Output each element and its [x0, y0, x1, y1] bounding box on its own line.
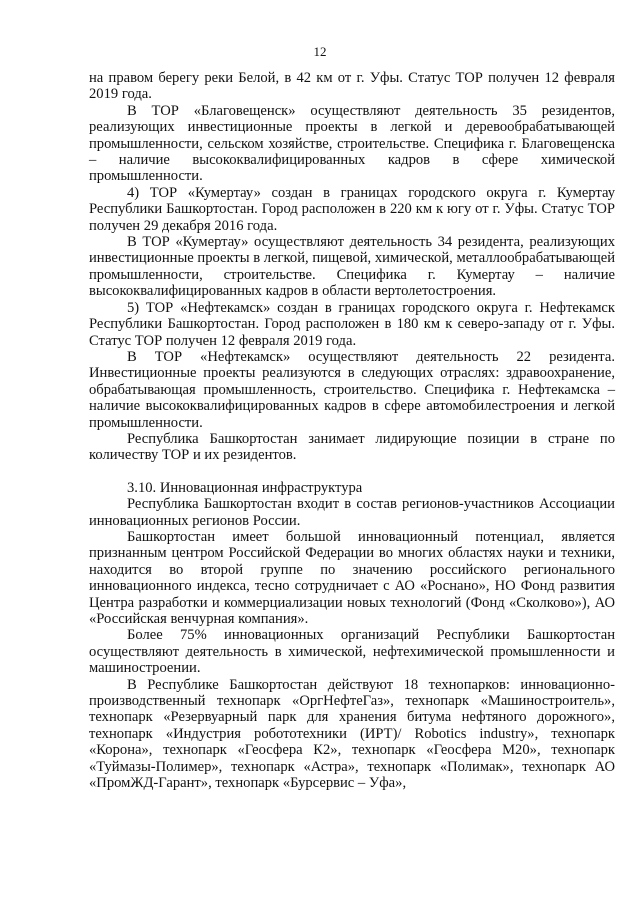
paragraph-neftekamsk-residents: В ТОР «Нефтекамск» осуществляют деятельность 22 резидента. Инвестиционные проекты реализуются в следующих отраслях: здравоохранение, обрабатывающая промышленность, строительство. Специфика г. Нефтекамска – наличие высококвалифицированных кадров в сфере автомобилестроения и легкой промышленности. — [89, 348, 615, 431]
paragraph-technoparks: В Республике Башкортостан действуют 18 технопарков: инновационно-производственный технопарк «ОргНефтеГаз», технопарк «Машиностроитель», технопарк «Резервуарный парк для хранения битума нефтяного дорожного», технопарк «Индустрия робототехники (ИРТ)/ Robotics industry», технопарк «Корона», технопарк «Геосфера К2», технопарк «Геосфера М20», технопарк «Туймазы-Полимер», технопарк «Астра», технопарк «Полимак», технопарк АО «ПромЖД-Гарант», технопарк «Бурсервис – Уфа», — [89, 676, 615, 792]
section-heading: 3.10. Инновационная инфраструктура — [127, 479, 363, 496]
paragraph-innovation-potential: Башкортостан имеет большой инновационный потенциал, является признанным центром Российской Федерации во многих областях науки и техники, находится во второй группе по значению российского регионального инновационного индекса, тесно сотрудничает с АО «Роснано», НО Фонд развития Центра разработки и коммерциализации новых технологий (Фонд «Сколково»), АО «Российская венчурная компания». — [89, 528, 615, 627]
document-body — [89, 70, 615, 791]
paragraph-innovation-share: Более 75% инновационных организаций Республики Башкортостан осуществляют деятельность в химической, нефтехимической промышленности и машиностроении. — [89, 627, 615, 677]
paragraph-continuation: на правом берегу реки Белой, в 42 км от г. Уфы. Статус ТОР получен 12 февраля 2019 года. — [89, 70, 615, 103]
page-number: 12 — [313, 44, 327, 59]
paragraph-association-membership: Республика Башкортостан входит в состав регионов-участников Ассоциации инновационных регионов России. — [89, 496, 615, 529]
paragraph-kumertau-created: 4) ТОР «Кумертау» создан в границах городского округа г. Кумертау Республики Башкортостан. Город расположен в 220 км к югу от г. Уфы. Статус ТОР получен 29 декабря 2016 года. — [89, 184, 615, 234]
paragraph-bashkortostan-leading: Республика Башкортостан занимает лидирующие позиции в стране по количеству ТОР и их резидентов. — [89, 430, 615, 464]
paragraph-blagoveshchensk-residents: В ТОР «Благовещенск» осуществляют деятельность 35 резидентов, реализующих инвестиционные проекты в легкой и деревообрабатывающей промышленности, сельском хозяйстве, строительстве. Специфика г. Благовещенска – наличие высококвалифицированных кадров в сфере химической промышленности. — [89, 102, 615, 185]
paragraph-kumertau-residents: В ТОР «Кумертау» осуществляют деятельность 34 резидента, реализующих инвестиционные проекты в легкой, пищевой, химической, металлообрабатывающей промышленности, строительстве. Специфика г. Кумертау – наличие высококвалифицированных кадров в области вертолетостроения. — [89, 234, 615, 300]
paragraph-neftekamsk-created: 5) ТОР «Нефтекамск» создан в границах городского округа г. Нефтекамск Республики Башкортостан. Город расположен в 180 км к северо-западу от г. Уфы. Статус ТОР получен 12 февраля 2019 года. — [89, 299, 615, 349]
